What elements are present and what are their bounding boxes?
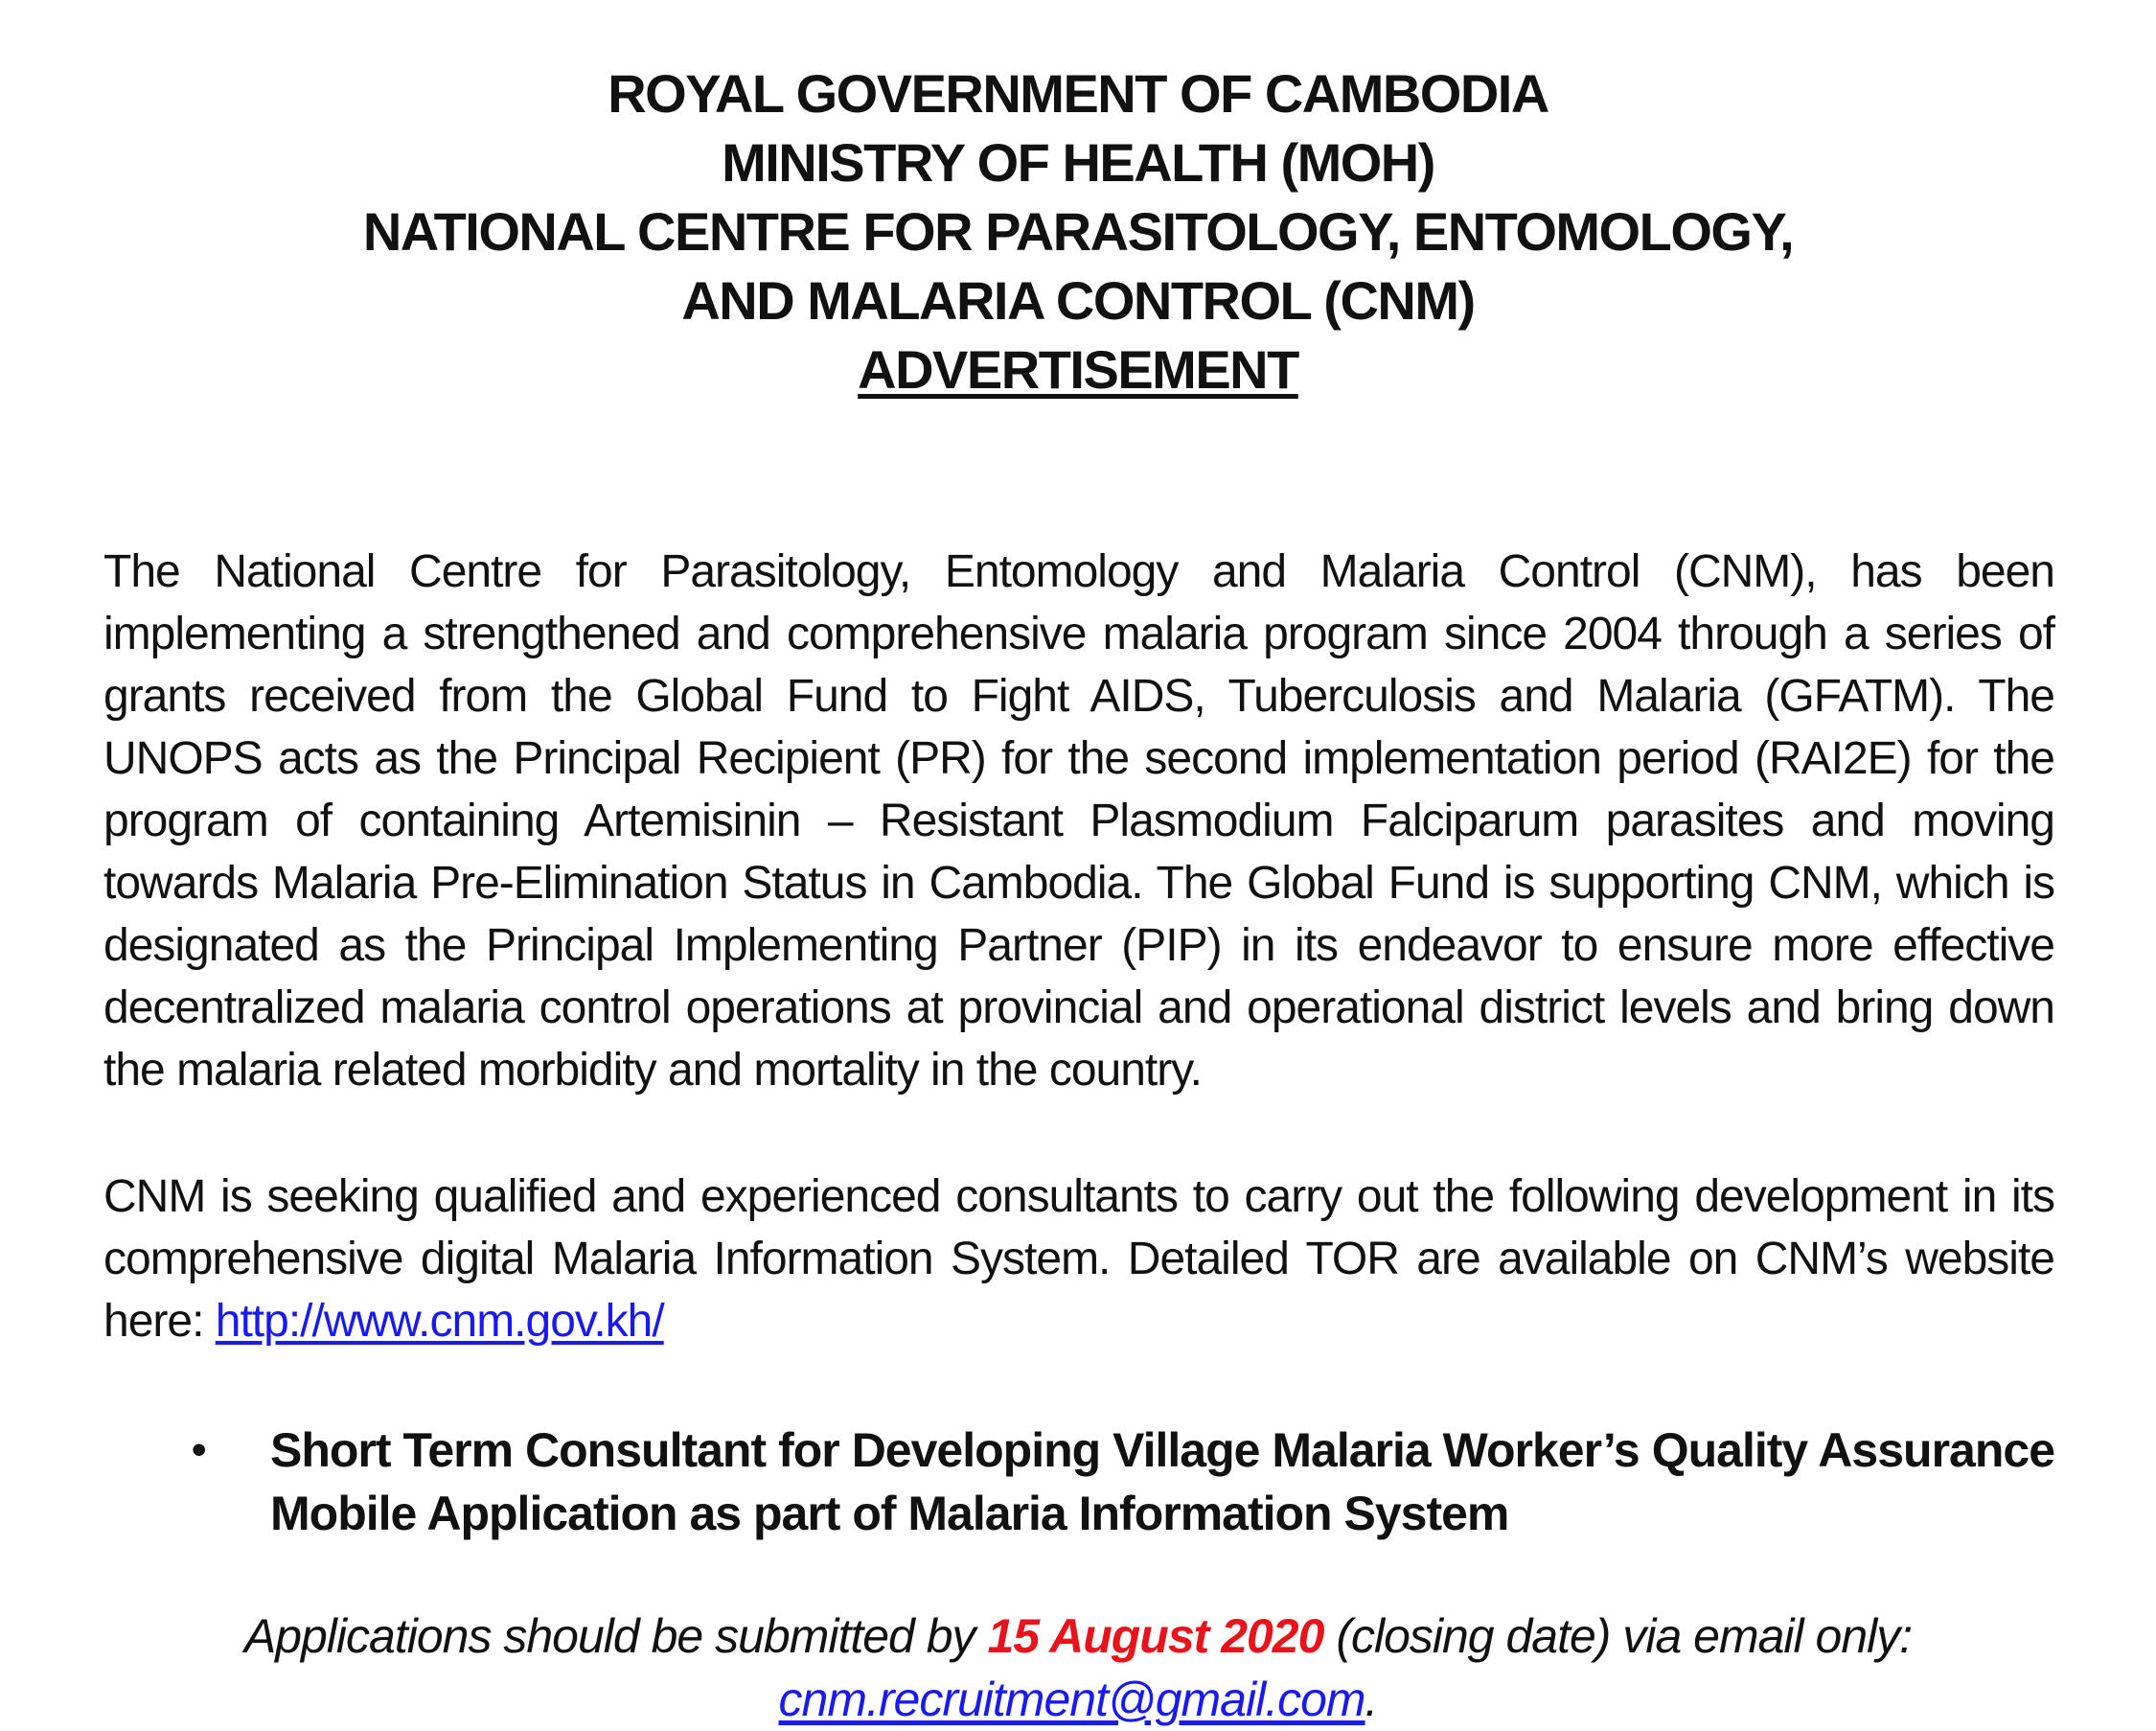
seeking-paragraph — [103, 1166, 2054, 1352]
header-government: ROYAL GOVERNMENT OF CAMBODIA — [608, 63, 1548, 124]
intro-paragraph: The National Centre for Parasitology, Entomology and Malaria Control (CNM), has been implementing a strengthened and comprehensive malaria program since 2004 through a series of grants received from the Global Fund to Fight AIDS, Tuberculosis and Malaria (GFATM). The UNOPS acts as the Principal Recipient (PR) for the second implementation period (RAI2E) for the program of containing Artemisinin – Resistant Plasmodium Falciparum parasites and moving towards Malaria Pre-Elimination Status in Cambodia. The Global Fund is supporting CNM, which is designated as the Principal Implementing Partner (PIP) in its endeavor to ensure more effective decentralized malaria control operations at provincial and operational district levels and bring down the malaria related morbidity and mortality in the country. — [103, 546, 2054, 1096]
closing-prefix: Applications should be submitted by — [243, 1609, 988, 1663]
bullet-icon: • — [192, 1426, 206, 1473]
header-ministry: MINISTRY OF HEALTH (MOH) — [722, 132, 1434, 193]
header-centre: NATIONAL CENTRE FOR PARASITOLOGY, ENTOMOLOGY, — [362, 201, 1794, 262]
closing-date: 15 August 2020 — [987, 1609, 1324, 1663]
position-list-item — [192, 1419, 2054, 1545]
seeking-text: CNM is seeking qualified and experienced consultants to carry out the following development in its comprehensive digital Malaria Information System. Detailed TOR are available on CNM’s website here: — [103, 1171, 2054, 1347]
position-title: Short Term Consultant for Developing Village Malaria Worker’s Quality Assurance Mobile Application as part of Malaria Information System — [270, 1423, 2054, 1540]
application-instructions — [0, 1604, 2156, 1731]
recruitment-email-link[interactable]: cnm.recruitment@gmail.com — [778, 1673, 1365, 1726]
closing-suffix: (closing date) via email only: — [1323, 1609, 1913, 1663]
website-link[interactable]: http://www.cnm.gov.kh/ — [215, 1296, 664, 1347]
document-header — [0, 59, 2156, 404]
header-centre-continued: AND MALARIA CONTROL (CNM) — [681, 270, 1475, 331]
header-advertisement: ADVERTISEMENT — [858, 339, 1298, 400]
closing-end: . — [1365, 1673, 1378, 1726]
